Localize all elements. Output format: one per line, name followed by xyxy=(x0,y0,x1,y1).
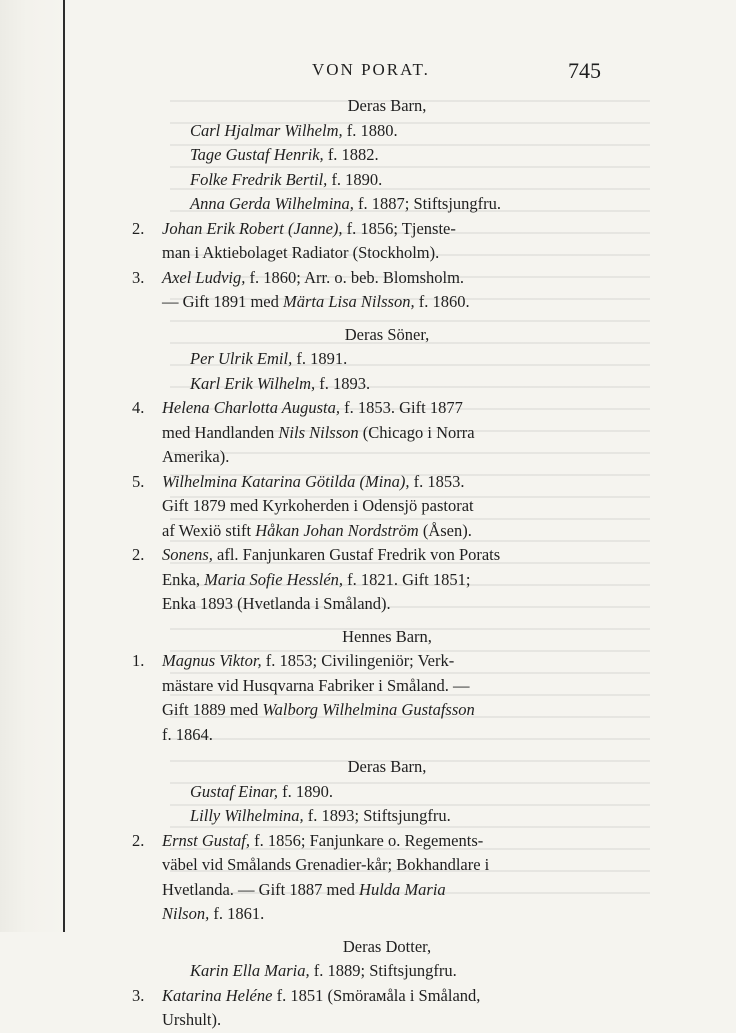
section-heading: Deras Söner, xyxy=(344,324,430,344)
entry-line: Enka, Maria Sofie Hesslén, f. 1821. Gift 1851; xyxy=(162,569,471,589)
page-body xyxy=(132,94,612,1033)
entry-line: Gift 1879 med Kyrkoherden i Odensjö pastorat xyxy=(162,496,474,515)
entry-line: Nilson, f. 1861. xyxy=(162,904,265,923)
entry-line: Tage Gustaf Henrik, f. 1882. xyxy=(190,145,379,164)
entry-line: väbel vid Smålands Grenadier-kår; Bokhandlare i xyxy=(162,855,490,874)
numbered-entry: 3. Axel Ludvig, f. 1860; Arr. o. beb. Blomsholm. xyxy=(132,267,465,287)
entry-line: Amerika). xyxy=(162,447,230,466)
section-heading: Hennes Barn, xyxy=(342,626,432,646)
entry-line: Gift 1889 med Walborg Wilhelmina Gustafsson xyxy=(162,700,475,719)
entry-line: af Wexiö stift Håkan Johan Nordström (Åsen). xyxy=(162,520,472,540)
entry-line: Urshult). xyxy=(162,1010,222,1029)
running-title: VON PORAT. xyxy=(312,60,430,79)
section-heading: Deras Dotter, xyxy=(342,936,432,956)
entry-line: Karl Erik Wilhelm, f. 1893. xyxy=(190,373,371,393)
numbered-entry: 2. Ernst Gustaf, f. 1856; Fanjunkare o. Regements- xyxy=(132,830,484,850)
entry-line: Hvetlanda. — Gift 1887 med Hulda Maria xyxy=(162,879,446,899)
entry-line: Karin Ella Maria, f. 1889; Stiftsjungfru. xyxy=(190,961,457,980)
page-header xyxy=(0,58,736,88)
numbered-entry: 2. Sonens, afl. Fanjunkaren Gustaf Fredrik von Porats xyxy=(132,545,501,564)
entry-line: Per Ulrik Emil, f. 1891. xyxy=(190,349,348,368)
numbered-entry: 3. Katarina Heléne f. 1851 (Smörамåla i Småland, xyxy=(132,985,481,1005)
numbered-entry: 1. Magnus Viktor, f. 1853; Civilingeniör; Verk- xyxy=(132,651,455,670)
entry-line: man i Aktiebolaget Radiator (Stockholm). xyxy=(162,243,440,262)
page-gutter xyxy=(0,0,66,932)
entry-line: mästare vid Husqvarna Fabriker i Småland. — xyxy=(162,675,470,695)
entry-line: Lilly Wilhelmina, f. 1893; Stiftsjungfru. xyxy=(190,806,451,825)
numbered-entry: 2. Johan Erik Robert (Janne), f. 1856; Tjenste- xyxy=(132,218,456,238)
section-heading: Deras Barn, xyxy=(347,96,427,115)
entry-line: — Gift 1891 med Märta Lisa Nilsson, f. 1860. xyxy=(162,292,470,311)
entry-line: Gustaf Einar, f. 1890. xyxy=(190,781,334,801)
numbered-entry: 4. Helena Charlotta Augusta, f. 1853. Gift 1877 xyxy=(132,398,463,417)
entry-line: Folke Fredrik Bertil, f. 1890. xyxy=(190,169,383,189)
entry-line: med Handlanden Nils Nilsson (Chicago i Norra xyxy=(162,422,475,442)
entry-line: Carl Hjalmar Wilhelm, f. 1880. xyxy=(190,120,398,140)
binding-edge xyxy=(63,0,65,932)
entry-line: Anna Gerda Wilhelmina, f. 1887; Stiftsjungfru. xyxy=(190,194,502,213)
entry-line: f. 1864. xyxy=(162,724,213,744)
numbered-entry: 5. Wilhelmina Katarina Götilda (Mina), f. 1853. xyxy=(132,471,465,491)
section-heading: Deras Barn, xyxy=(347,757,427,776)
page-number: 745 xyxy=(568,58,601,83)
entry-line: Enka 1893 (Hvetlanda i Småland). xyxy=(162,594,391,613)
